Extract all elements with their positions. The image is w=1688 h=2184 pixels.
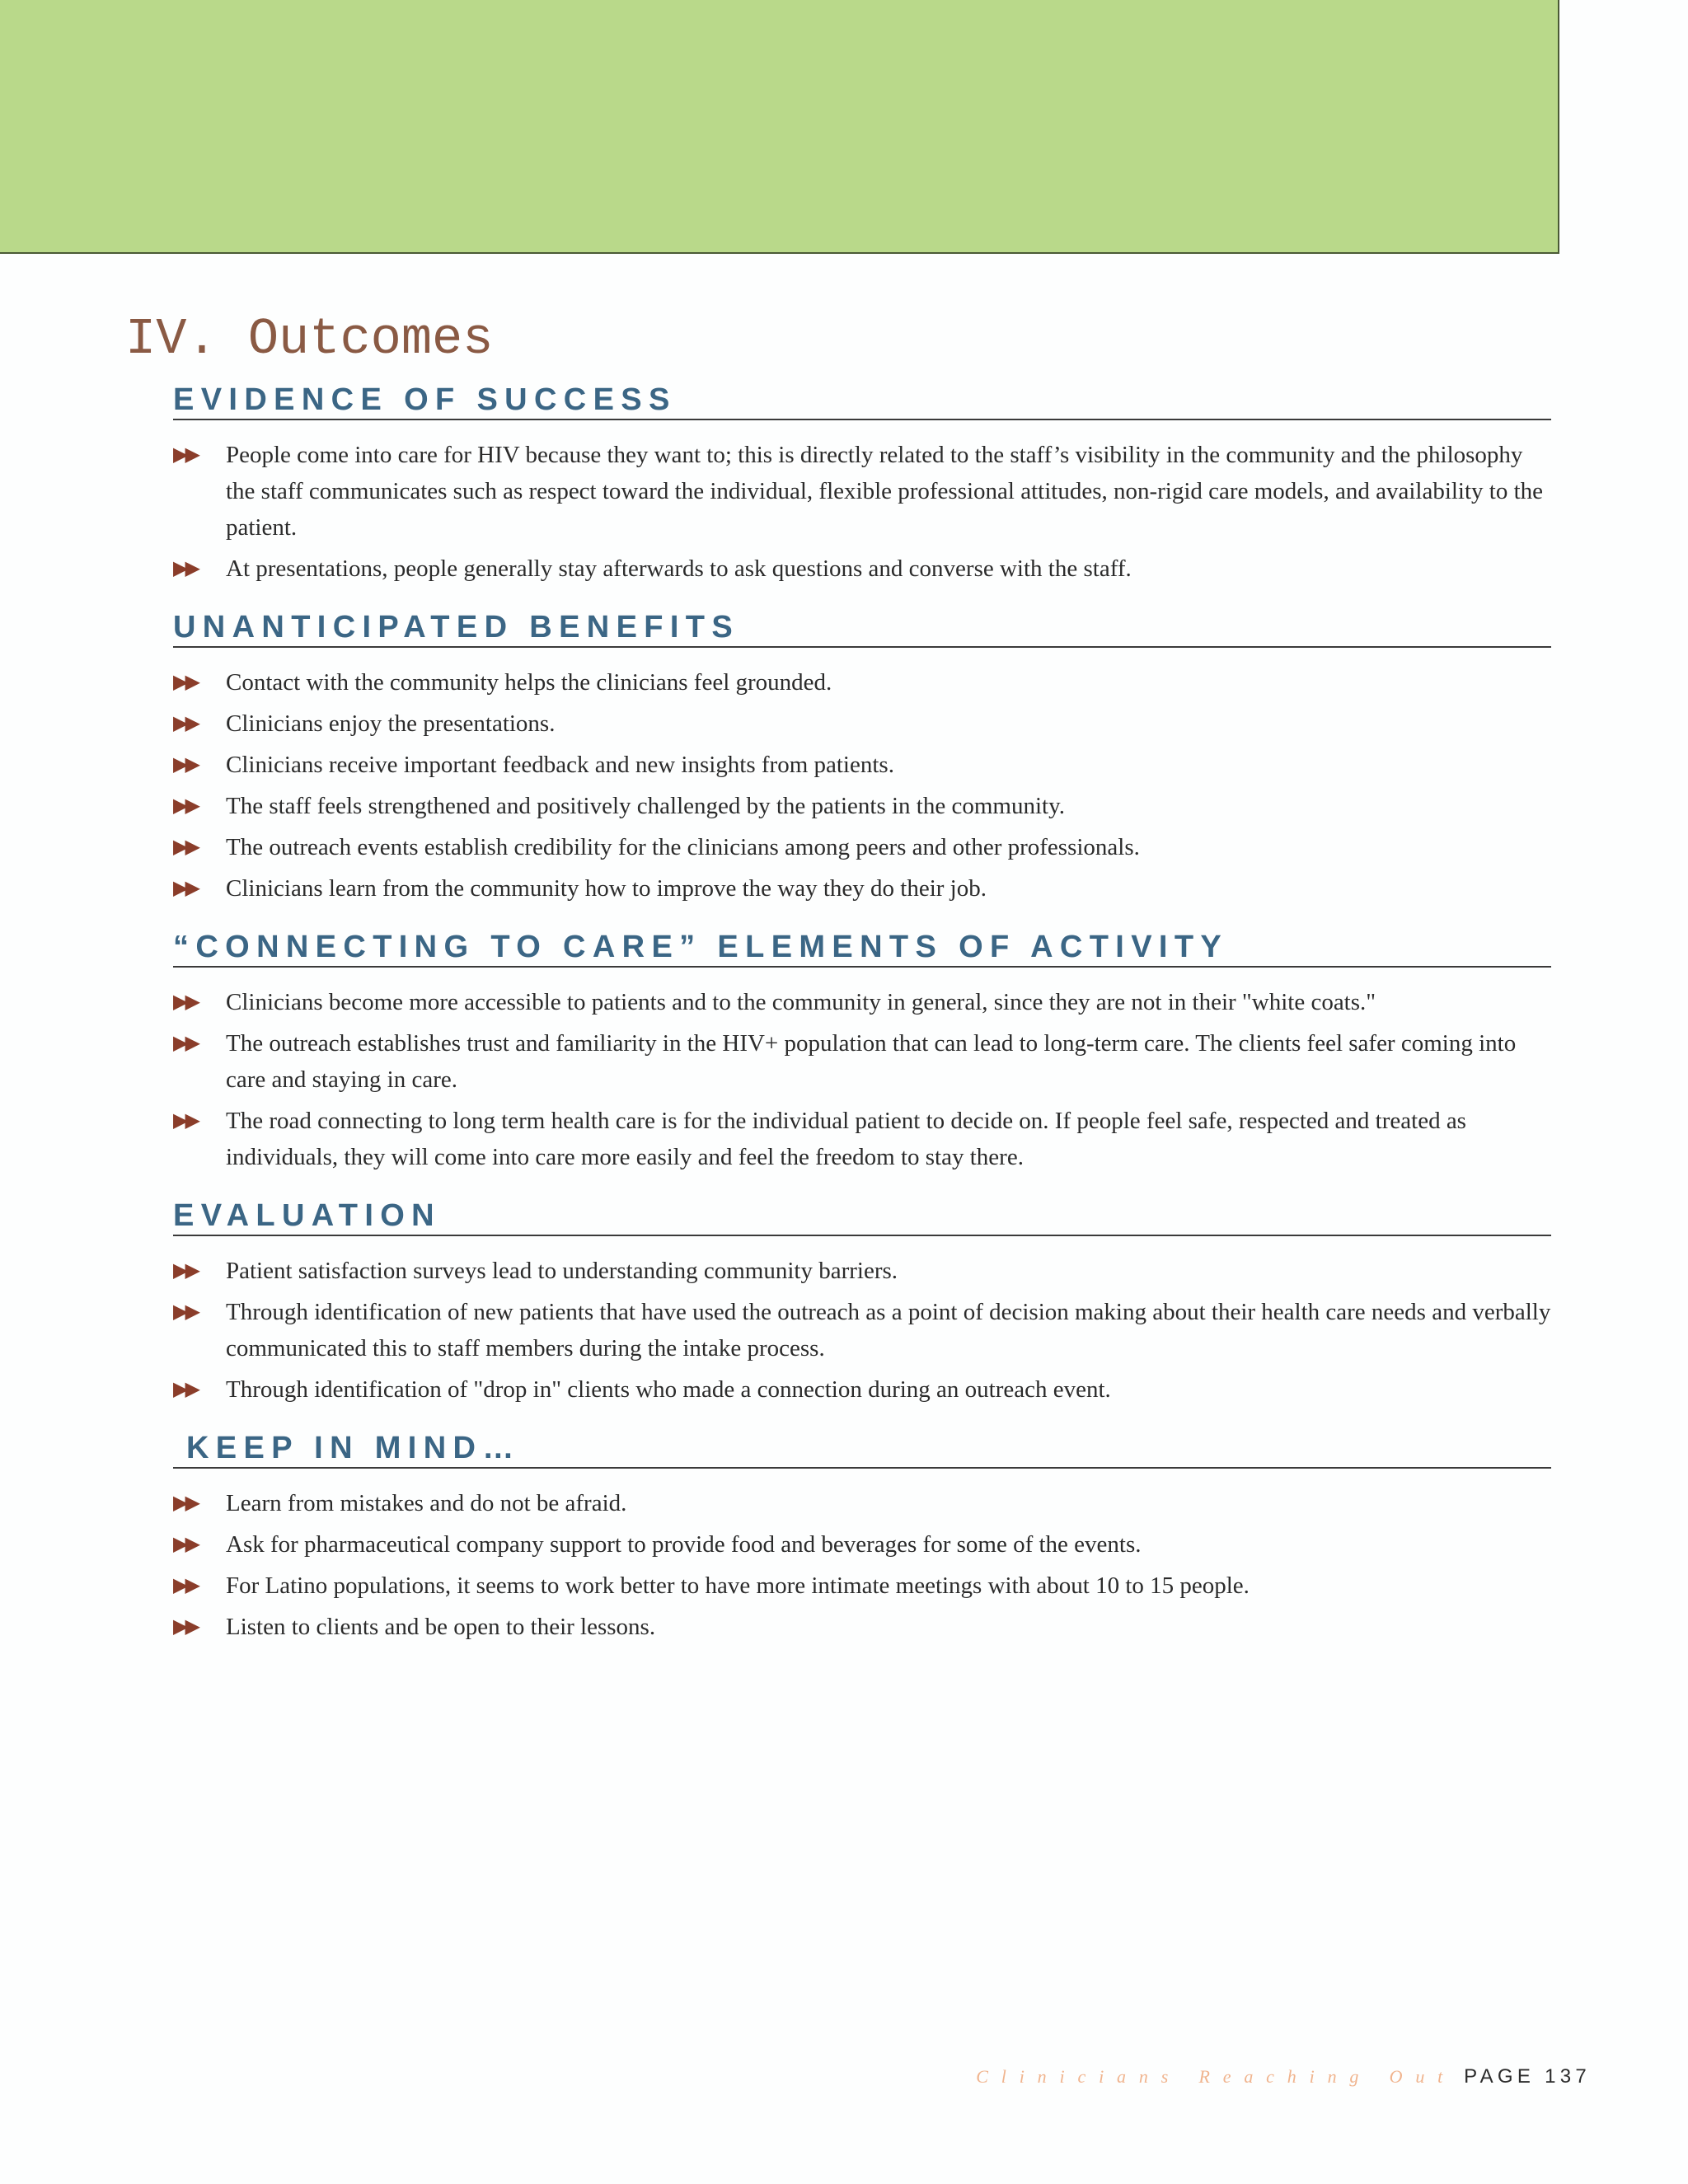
list-item-text: Clinicians enjoy the presentations. xyxy=(226,710,556,737)
list-item-text: Clinicians learn from the community how to improve the way they do their job. xyxy=(226,875,987,902)
bullet-list xyxy=(173,648,1551,907)
list-item xyxy=(173,705,1551,742)
bullet-list xyxy=(173,1469,1551,1645)
section-connecting-to-care xyxy=(173,928,1551,1175)
double-chevron-right-icon: ▶▶ xyxy=(173,713,197,734)
list-item-text: The road connecting to long term health care is for the individual patient to decide on. If people feel safe, respected and treated as individuals, they will come into care more easily and feel the freedom to stay there. xyxy=(226,1108,1466,1170)
double-chevron-right-icon: ▶▶ xyxy=(173,878,197,899)
double-chevron-right-icon: ▶▶ xyxy=(173,837,197,858)
double-chevron-right-icon: ▶▶ xyxy=(173,1260,197,1282)
list-item-text: Learn from mistakes and do not be afraid. xyxy=(226,1490,627,1516)
list-item-text: Through identification of "drop in" clients who made a connection during an outreach event. xyxy=(226,1376,1111,1403)
list-item xyxy=(173,1485,1551,1521)
double-chevron-right-icon: ▶▶ xyxy=(173,672,197,693)
list-item xyxy=(173,984,1551,1020)
list-item xyxy=(173,551,1551,587)
list-item-text: Through identification of new patients that have used the outreach as a point of decision making about their health care needs and verbally communicated this to staff members during the intake process. xyxy=(226,1299,1551,1361)
list-item-text: The outreach establishes trust and familiarity in the HIV+ population that can lead to long-term care. The clients feel safer coming into care and staying in care. xyxy=(226,1030,1517,1093)
double-chevron-right-icon: ▶▶ xyxy=(173,1493,197,1514)
list-item xyxy=(173,788,1551,824)
list-item xyxy=(173,1609,1551,1645)
header-color-band xyxy=(0,0,1559,254)
list-item-text: Contact with the community helps the clinicians feel grounded. xyxy=(226,669,832,696)
double-chevron-right-icon: ▶▶ xyxy=(173,754,197,776)
section-heading: UNANTICIPATED BENEFITS xyxy=(173,608,1551,648)
list-item xyxy=(173,1371,1551,1408)
double-chevron-right-icon: ▶▶ xyxy=(173,1616,197,1638)
list-item xyxy=(173,1253,1551,1289)
double-chevron-right-icon: ▶▶ xyxy=(173,1575,197,1596)
double-chevron-right-icon: ▶▶ xyxy=(173,1033,197,1054)
outcomes-content xyxy=(173,381,1551,1666)
list-item-text: Ask for pharmaceutical company support to provide food and beverages for some of the events. xyxy=(226,1531,1142,1558)
section-heading: “CONNECTING TO CARE” ELEMENTS OF ACTIVITY xyxy=(173,928,1551,968)
double-chevron-right-icon: ▶▶ xyxy=(173,1110,197,1132)
list-item-text: At presentations, people generally stay afterwards to ask questions and converse with the staff. xyxy=(226,555,1132,582)
list-item xyxy=(173,829,1551,865)
double-chevron-right-icon: ▶▶ xyxy=(173,1301,197,1323)
list-item xyxy=(173,1294,1551,1366)
double-chevron-right-icon: ▶▶ xyxy=(173,795,197,817)
list-item-text: People come into care for HIV because they want to; this is directly related to the staff’s visibility in the community and the philosophy the staff communicates such as respect toward the individual, flexible professional attitudes, non-rigid care models, and availability to the patient. xyxy=(226,442,1544,541)
page-footer xyxy=(976,2060,1591,2096)
list-item xyxy=(173,1025,1551,1098)
section-evaluation xyxy=(173,1197,1551,1408)
list-item-text: For Latino populations, it seems to work better to have more intimate meetings with about 10 to 15 people. xyxy=(226,1572,1250,1599)
section-evidence-of-success xyxy=(173,381,1551,587)
list-item xyxy=(173,1526,1551,1563)
footer-page-number: PAGE 137 xyxy=(1464,2065,1591,2088)
list-item-text: The staff feels strengthened and positively challenged by the patients in the community. xyxy=(226,793,1065,819)
footer-document-title: Clinicians Reaching Out xyxy=(976,2066,1456,2087)
double-chevron-right-icon: ▶▶ xyxy=(173,1534,197,1555)
list-item xyxy=(173,1103,1551,1175)
double-chevron-right-icon: ▶▶ xyxy=(173,991,197,1013)
list-item xyxy=(173,1568,1551,1604)
list-item xyxy=(173,870,1551,907)
list-item-text: Listen to clients and be open to their lessons. xyxy=(226,1614,656,1640)
section-heading: EVALUATION xyxy=(173,1197,1551,1236)
page-title: IV. Outcomes xyxy=(125,310,494,368)
bullet-list xyxy=(173,968,1551,1175)
section-unanticipated-benefits xyxy=(173,608,1551,907)
section-heading: EVIDENCE OF SUCCESS xyxy=(173,381,1551,420)
section-keep-in-mind xyxy=(173,1429,1551,1645)
list-item-text: Clinicians receive important feedback and new insights from patients. xyxy=(226,752,894,778)
list-item xyxy=(173,747,1551,783)
double-chevron-right-icon: ▶▶ xyxy=(173,1379,197,1400)
section-heading: KEEP IN MIND… xyxy=(173,1429,1551,1469)
double-chevron-right-icon: ▶▶ xyxy=(173,558,197,579)
bullet-list xyxy=(173,1236,1551,1408)
double-chevron-right-icon: ▶▶ xyxy=(173,444,197,466)
list-item xyxy=(173,664,1551,701)
bullet-list xyxy=(173,420,1551,587)
list-item-text: The outreach events establish credibility for the clinicians among peers and other professionals. xyxy=(226,834,1140,860)
list-item-text: Patient satisfaction surveys lead to understanding community barriers. xyxy=(226,1258,898,1284)
list-item-text: Clinicians become more accessible to patients and to the community in general, since they are not in their "white coats." xyxy=(226,989,1376,1015)
list-item xyxy=(173,437,1551,546)
